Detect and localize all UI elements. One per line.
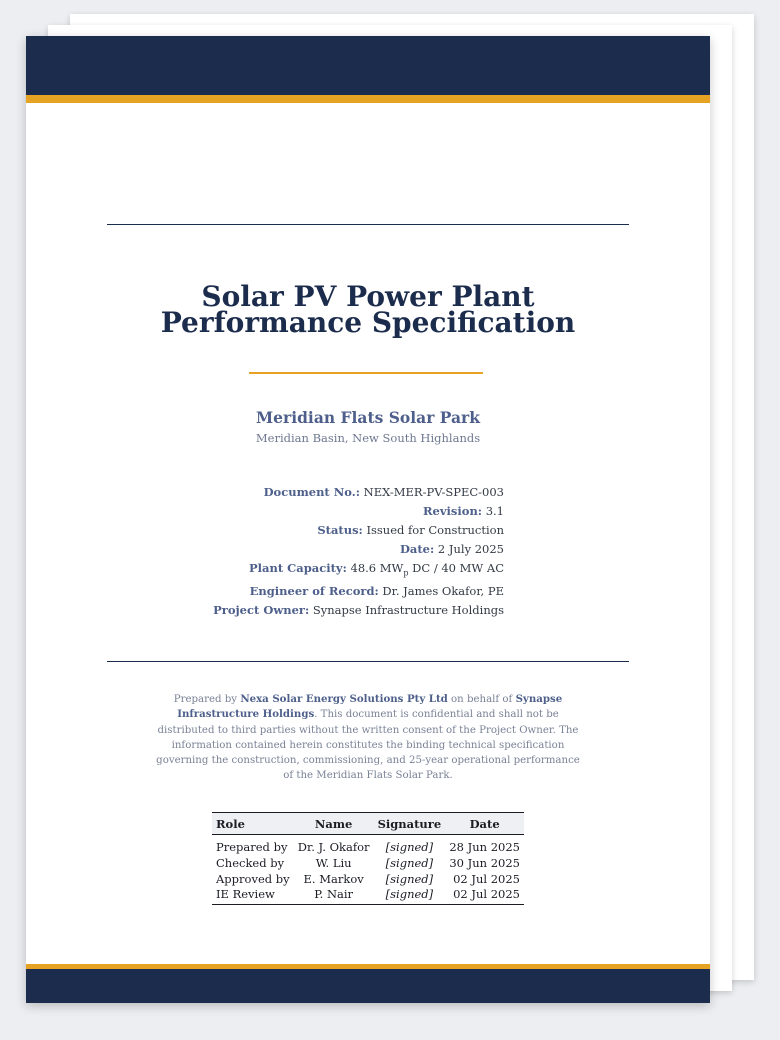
title-line-2: Performance Specification (160, 306, 576, 339)
meta-plant-capacity (84, 559, 504, 582)
cell-role: Approved by (216, 871, 290, 886)
cell-role: Prepared by (216, 839, 288, 854)
meta-owner (84, 601, 504, 620)
header-date: Date (445, 813, 524, 835)
header-accent-stripe (26, 95, 710, 103)
prepared-statement (156, 692, 580, 784)
meta-label: Plant Capacity: (248, 561, 347, 575)
meta-value: Issued for Construction (366, 523, 504, 537)
project-location: Meridian Basin, New South Highlands (255, 431, 481, 445)
title-accent-line (249, 372, 483, 374)
cell-role: Checked by (216, 855, 285, 870)
meta-value: Synapse Infrastructure Holdings (312, 603, 504, 618)
meta-value: NEX-MER-PV-SPEC-003 (363, 485, 504, 499)
cell-name: Dr. J. Okafor (297, 839, 370, 854)
cell-name: P. Nair (294, 887, 374, 905)
signoff-header-row (212, 813, 524, 835)
prepared-text: . This document is confidential and shall not be distributed to third parties without the written consent of the Project Owner. The information contained herein constitutes the binding technical specification governing the construction, commissioning, and 25-year operational performance of the Meridian Flats Solar Park. (156, 709, 580, 782)
meta-label: Revision: (423, 504, 483, 518)
meta-value: 3.1 (485, 504, 504, 518)
cell-role: IE Review (212, 887, 294, 905)
table-row (212, 871, 524, 887)
cell-signature: [signed] (385, 871, 434, 886)
meta-label: Project Owner: (213, 603, 310, 618)
table-row (212, 835, 524, 855)
top-rule (107, 224, 629, 225)
cell-date: 30 Jun 2025 (449, 855, 520, 870)
capacity-subscript: p (403, 568, 409, 578)
meta-status (84, 521, 504, 540)
cell-name: E. Markov (303, 871, 364, 886)
project-name: Meridian Flats Solar Park (256, 408, 480, 427)
table-row (212, 887, 524, 905)
cell-signature: [signed] (385, 839, 434, 854)
meta-label: Engineer of Record: (249, 584, 379, 599)
document-title (26, 280, 710, 339)
meta-label: Status: (317, 523, 363, 537)
capacity-rest: DC / 40 MW AC (408, 561, 504, 575)
cell-signature: [signed] (385, 855, 434, 870)
meta-label: Date: (399, 542, 435, 556)
meta-value: 2 July 2025 (437, 542, 504, 556)
cell-date: 02 Jul 2025 (445, 887, 524, 905)
cell-signature: [signed] (374, 887, 446, 905)
meta-value (350, 561, 505, 578)
cell-date: 28 Jun 2025 (449, 839, 520, 854)
header-band (26, 36, 710, 95)
footer-band (26, 969, 710, 1003)
preparer-name: Nexa Solar Energy Solutions Pty Ltd (240, 693, 448, 705)
meta-engineer (84, 582, 504, 601)
signoff-table (212, 812, 524, 905)
header-name: Name (294, 813, 374, 835)
capacity-dc: 48.6 MW (350, 561, 404, 575)
header-role: Role (212, 813, 294, 835)
prepared-text: on behalf of (447, 694, 516, 705)
meta-document-no (84, 483, 504, 502)
table-row (212, 855, 524, 871)
prepared-text: Prepared by (173, 694, 241, 705)
meta-label: Document No.: (263, 485, 360, 499)
meta-date (84, 540, 504, 559)
cover-page (26, 36, 710, 1003)
header-signature: Signature (374, 813, 446, 835)
cell-date: 02 Jul 2025 (453, 871, 520, 886)
meta-value: Dr. James Okafor, PE (382, 584, 504, 599)
title-line-1: Solar PV Power Plant (201, 280, 535, 313)
cell-name: W. Liu (315, 855, 352, 870)
meta-revision (84, 502, 504, 521)
owner-name: Synapse Infrastructure Holdings (177, 693, 563, 721)
middle-rule (107, 661, 629, 662)
document-metadata (84, 483, 504, 620)
